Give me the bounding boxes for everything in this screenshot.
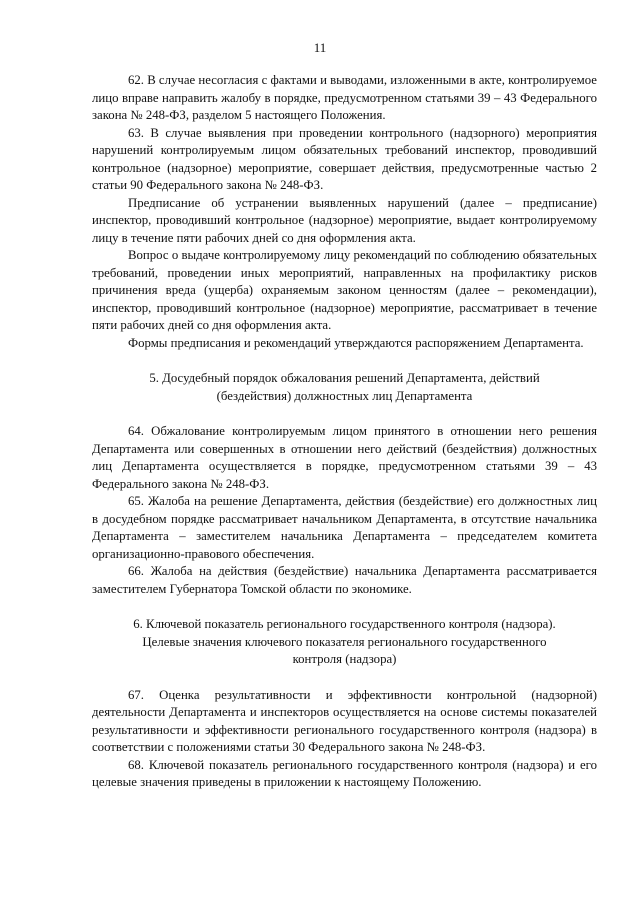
paragraph-prescription: Предписание об устранении выявленных нарушений (далее – предписание) инспектор, проводивший контрольное (надзорное) мероприятие, выдает контролируемому лицу в течение пяти рабочих дней со дня оформления акта. <box>92 195 597 245</box>
section-6-heading-line-3: контроля (надзора) <box>292 652 397 666</box>
paragraph-65: 65. Жалоба на решение Департамента, действия (бездействие) его должностных лиц в досудебном порядке рассматривает начальником Департамента, в отсутствие начальника Департамента – заместителем начальника Департамента – председателем комитета организационно-правового обеспечения. <box>92 494 597 561</box>
paragraph-63: 63. В случае выявления при проведении контрольного (надзорного) мероприятия нарушений контролируемым лицом обязательных требований инспектор, проводивший контрольное (надзорное) мероприятие, совершает действия, предусмотренные частью 2 статьи 90 Федерального закона № 248-ФЗ. <box>92 125 597 192</box>
paragraph-forms: Формы предписания и рекомендаций утверждаются распоряжением Департамента. <box>128 335 584 350</box>
section-6-heading <box>92 616 597 669</box>
section-5-heading-line-1: 5. Досудебный порядок обжалования решений Департамента, действий <box>149 371 540 385</box>
paragraph-recommendations: Вопрос о выдаче контролируемому лицу рекомендаций по соблюдению обязательных требований, проведении иных мероприятий, направленных на профилактику рисков причинения вреда (ущерба) охраняемым законом ценностям (далее – рекомендации), инспектор, проводивший контрольное (надзорное) мероприятие, рассматривает в течение пяти рабочих дней со дня оформления акта. <box>92 248 597 332</box>
paragraph-62: 62. В случае несогласия с фактами и выводами, изложенными в акте, контролируемое лицо вправе направить жалобу в порядке, предусмотренном статьями 39 – 43 Федерального закона № 248-ФЗ, разделом 5 настоящего Положения. <box>92 73 597 122</box>
paragraph-67: 67. Оценка результативности и эффективности контрольной (надзорной) деятельности Департамента и инспекторов осуществляется на основе системы показателей результативности и эффективности регионального государственного контроля (надзора) в соответствии с положениями статьи 30 Федерального закона № 248-ФЗ. <box>92 687 597 754</box>
paragraph-64: 64. Обжалование контролируемым лицом принятого в отношении него решения Департамента или совершенных в отношении него действий (бездействия) должностных лиц Департамента осуществляется в порядке, предусмотренном статьями 39 – 43 Федерального закона № 248-ФЗ. <box>92 424 597 491</box>
page-number: 11 <box>313 40 327 55</box>
paragraph-66: 66. Жалоба на действия (бездействие) начальника Департамента рассматривается заместителем Губернатора Томской области по экономике. <box>92 564 597 596</box>
section-6-heading-line-2: Целевые значения ключевого показателя регионального государственного <box>142 634 547 649</box>
section-5-heading-line-2: (бездействия) должностных лиц Департамента <box>216 388 473 403</box>
paragraph-68: 68. Ключевой показатель регионального государственного контроля (надзора) и его целевые значения приведены в приложении к настоящему Положению. <box>92 757 597 789</box>
section-5-heading <box>92 370 597 405</box>
document-body <box>92 72 597 792</box>
section-6-heading-line-1: 6. Ключевой показатель регионального государственного контроля (надзора). <box>133 617 556 631</box>
